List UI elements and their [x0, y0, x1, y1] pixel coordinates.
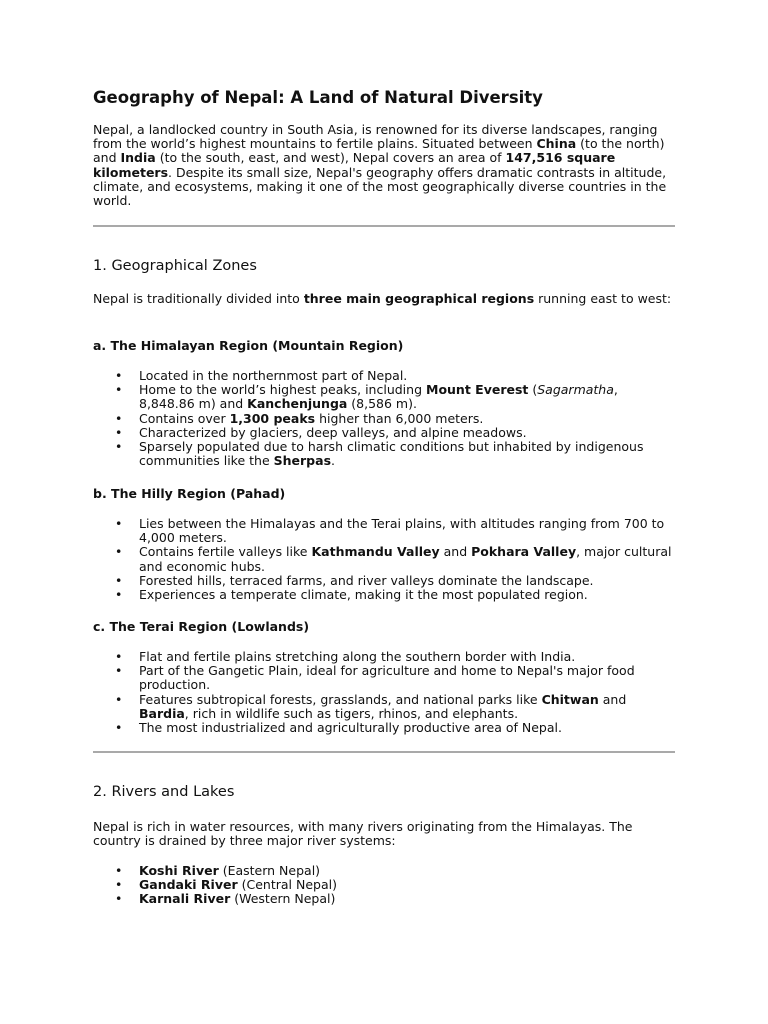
bold-text: 1,300 peaks [229, 410, 316, 426]
list-item [93, 588, 675, 602]
bold-text: Bardia [139, 705, 185, 721]
text-run: (Central Nepal) [237, 877, 337, 893]
subheading-hilly-region: b. The Hilly Region (Pahad) [93, 486, 286, 501]
text-run: Experiences a temperate climate, making it the most populated region. [139, 587, 588, 603]
text-run: (Eastern Nepal) [218, 863, 321, 878]
text-run: (8,586 m). [347, 396, 417, 412]
list-item [93, 574, 675, 588]
subheading-himalayan-region: a. The Himalayan Region (Mountain Region) [93, 338, 404, 353]
text-run: Part of the Gangetic Plain, ideal for agriculture and home to Nepal's major food production. [139, 663, 635, 693]
text-run: Located in the northernmost part of Nepal. [139, 368, 408, 383]
document-title: Geography of Nepal: A Land of Natural Diversity [93, 88, 543, 107]
terai-region-list [93, 650, 675, 735]
list-item [93, 693, 675, 721]
text-run: Forested hills, terraced farms, and river valleys dominate the landscape. [139, 572, 594, 588]
bold-text: 147,516 square kilometers [93, 150, 616, 180]
list-item [93, 412, 675, 426]
rivers-intro-paragraph [93, 820, 675, 848]
list-item [93, 878, 675, 892]
text-run: , 8,848.86 m) and [139, 382, 618, 412]
bold-text: Mount Everest [426, 382, 529, 398]
intro-paragraph [93, 123, 675, 208]
text-run: (to the south, east, and west), Nepal covers an area of [155, 150, 506, 166]
text-run: Contains fertile valleys like [139, 544, 312, 560]
text-run: Sparsely populated due to harsh climatic conditions but inhabited by indigenous communities like the [139, 439, 644, 469]
section-heading-rivers-and-lakes: 2. Rivers and Lakes [93, 784, 235, 800]
section-divider [93, 225, 675, 227]
list-item [93, 545, 675, 573]
text-run: . [331, 453, 335, 469]
text-run: Nepal is traditionally divided into [93, 291, 304, 306]
text-run: and [439, 544, 472, 560]
bold-text: three main geographical regions [303, 291, 535, 306]
text-run: ( [528, 382, 538, 398]
section-divider [93, 751, 675, 753]
text-run: Nepal, a landlocked country in South Asia, is renowned for its diverse landscapes, ranging from the world’s highest mountains to fertile plains. Situated between [93, 122, 658, 152]
list-item [93, 517, 675, 545]
list-item [93, 650, 675, 664]
section-heading-geographical-zones: 1. Geographical Zones [93, 258, 257, 274]
text-run: Lies between the Himalayas and the Terai plains, with altitudes ranging from 700 to 4,000 meters. [139, 516, 665, 546]
list-item [93, 426, 675, 440]
text-run: Characterized by glaciers, deep valleys, and alpine meadows. [139, 424, 527, 440]
bold-text: Sherpas [273, 453, 332, 469]
bold-text: Chitwan [541, 691, 599, 707]
hilly-region-list [93, 517, 675, 602]
text-run: (to the north) and [93, 136, 665, 166]
bold-text: Kanchenjunga [247, 396, 348, 412]
bold-text: Pokhara Valley [471, 544, 577, 560]
list-item [93, 440, 675, 468]
list-item [93, 892, 675, 906]
text-run: Nepal is rich in water resources, with many rivers originating from the Himalayas. The country is drained by three major river systems: [93, 819, 633, 849]
zones-intro-paragraph [93, 292, 675, 306]
bold-text: Kathmandu Valley [311, 544, 440, 560]
list-item [93, 864, 675, 878]
text-run: , major cultural and economic hubs. [139, 544, 672, 574]
text-run: The most industrialized and agriculturally productive area of Nepal. [139, 720, 562, 736]
text-run: Flat and fertile plains stretching along the southern border with India. [139, 649, 576, 664]
text-run: running east to west: [534, 291, 672, 306]
italic-text: Sagarmatha [537, 382, 614, 398]
text-run: Home to the world’s highest peaks, including [139, 382, 426, 398]
text-run: and [598, 691, 627, 707]
list-item [93, 721, 675, 735]
list-item [93, 383, 675, 411]
text-run: Features subtropical forests, grasslands, and national parks like [139, 691, 542, 707]
text-run: Contains over [139, 410, 230, 426]
bold-text: Karnali River [139, 891, 231, 907]
bold-text: Koshi River [139, 863, 219, 878]
bold-text: China [536, 136, 577, 152]
list-item [93, 664, 675, 692]
bold-text: Gandaki River [139, 877, 238, 893]
subheading-terai-region: c. The Terai Region (Lowlands) [93, 619, 310, 634]
bold-text: India [120, 150, 156, 166]
himalayan-region-list [93, 369, 675, 468]
text-run: . Despite its small size, Nepal's geography offers dramatic contrasts in altitude, climate, and ecosystems, making it one of the most geographically diverse countries in the world. [93, 164, 667, 209]
river-systems-list [93, 864, 675, 907]
text-run: , rich in wildlife such as tigers, rhinos, and elephants. [184, 705, 519, 721]
text-run: higher than 6,000 meters. [315, 410, 484, 426]
text-run: (Western Nepal) [230, 891, 336, 907]
list-item [93, 369, 675, 383]
